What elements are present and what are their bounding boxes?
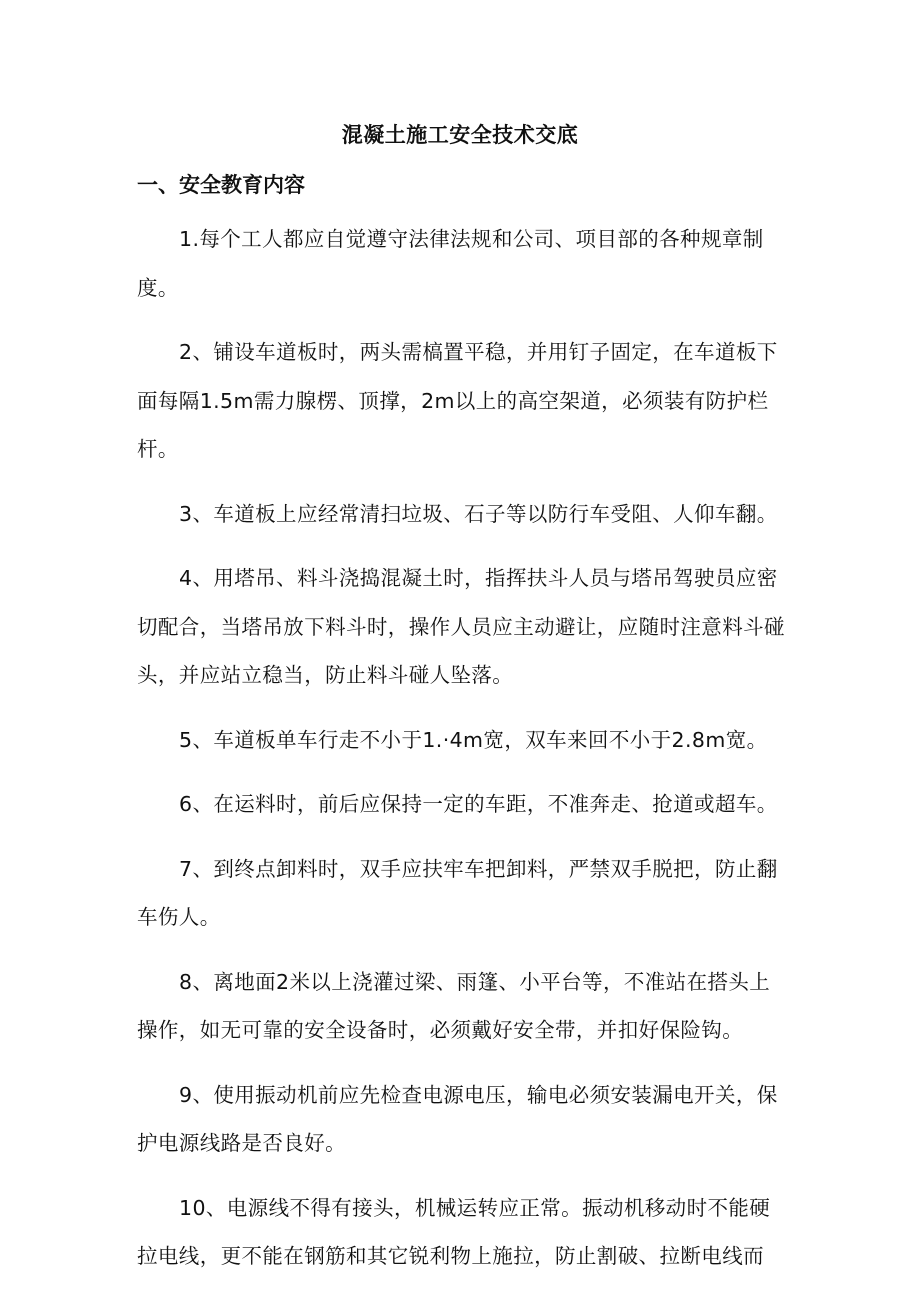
paragraph-6: 6、在运料时，前后应保持一定的车距，不准奔走、抢道或超车。 (179, 792, 778, 816)
paragraph-10: 10、电源线不得有接头，机械运转应正常。振动机移动时不能硬拉电线，更不能在钢筋和其它锐利物上施拉，防止割破、拉断电线而 (137, 1195, 771, 1268)
paragraph-4: 4、用塔吊、料斗浇捣混凝土时，指挥扶斗人员与塔吊驾驶员应密切配合，当塔吊放下料斗时，操作人员应主动避让，应随时注意料斗碰头，并应站立稳当，防止料斗碰人坠落。 (137, 566, 785, 687)
paragraph-1: 1.每个工人都应自觉遵守法律法规和公司、项目部的各种规章制度。 (137, 227, 764, 300)
document-title: 混凝土施工安全技术交底 (341, 123, 579, 147)
paragraph-3: 3、车道板上应经常清扫垃圾、石子等以防行车受阻、人仰车翻。 (179, 501, 778, 526)
section-heading: 一、安全教育内容 (137, 173, 305, 197)
paragraph-2: 2、铺设车道板时，两头需槁置平稳，并用钉子固定，在车道板下面每隔1.5m需力腺楞、顶撑，2m以上的高空架道，必须装有防护栏杆。 (137, 340, 778, 461)
paragraph-7: 7、到终点卸料时，双手应扶牢车把卸料，严禁双手脱把，防止翻车伤人。 (137, 856, 778, 929)
paragraph-5: 5、车道板单车行走不小于1.·4m宽，双车来回不小于2.8m宽。 (179, 727, 768, 752)
document-body (137, 215, 785, 1297)
paragraph-8: 8、离地面2米以上浇灌过梁、雨篷、小平台等，不准站在搭头上操作，如无可靠的安全设备时，必须戴好安全带，并扣好保险钩。 (137, 969, 771, 1042)
paragraph-9: 9、使用振动机前应先检查电源电压，输电必须安装漏电开关，保护电源线路是否良好。 (137, 1082, 778, 1155)
